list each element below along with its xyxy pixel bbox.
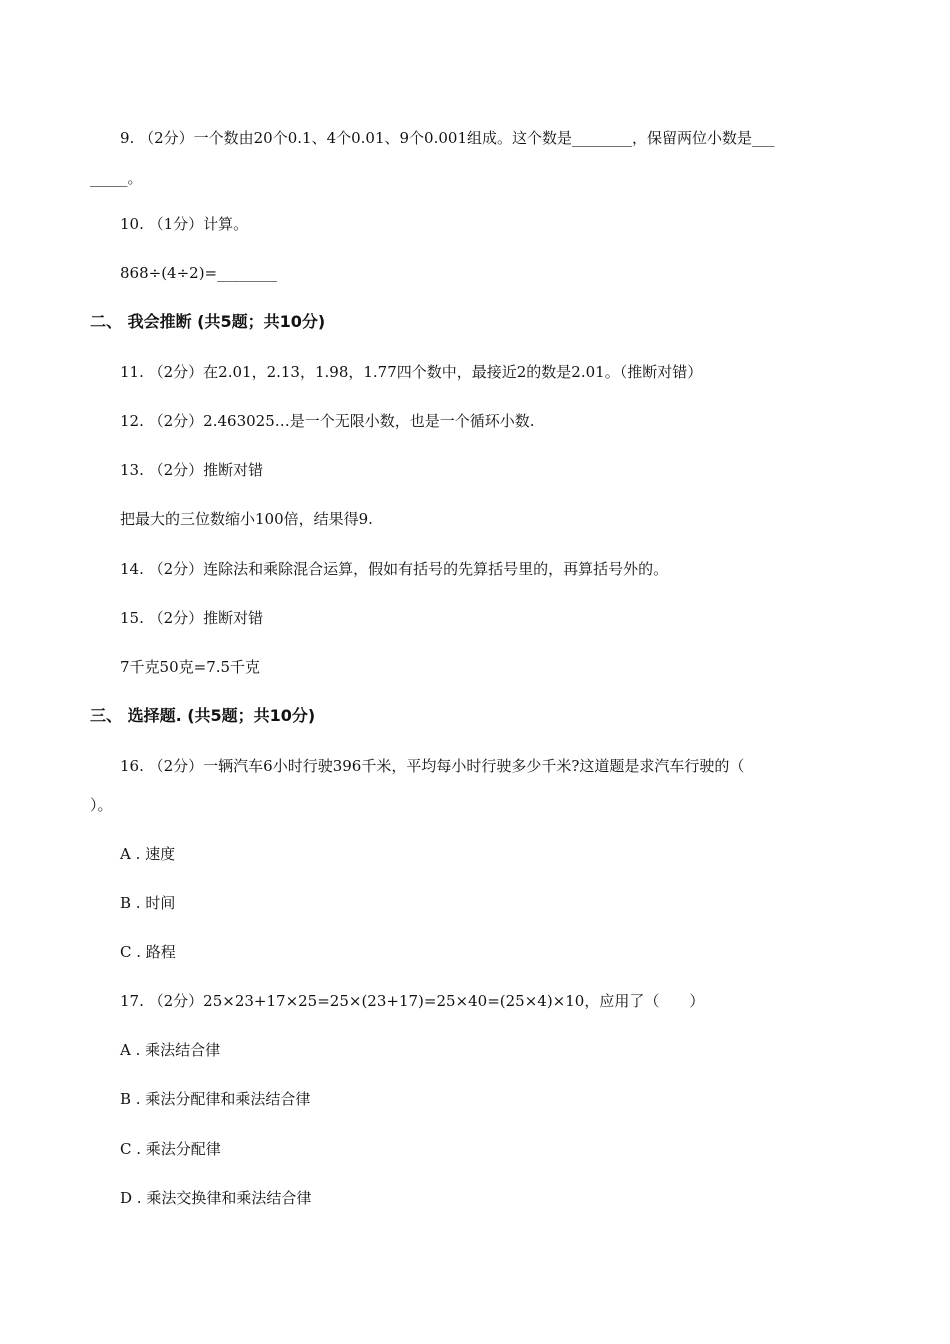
question-12: 12. （2分）2.463025…是一个无限小数，也是一个循环小数. [120,412,535,430]
question-10-expression: 868÷(4÷2)=________ [120,264,278,282]
question-14: 14. （2分）连除法和乘除混合运算，假如有括号的先算括号里的，再算括号外的。 [120,560,669,578]
question-13-statement: 把最大的三位数缩小100倍，结果得9. [120,510,373,528]
section-2-heading: 二、 我会推断 (共5题；共10分) [90,312,326,331]
question-15: 15. （2分）推断对错 [120,609,264,627]
question-16-line-2: ）。 [90,796,113,814]
question-16-option-c[interactable]: C . 路程 [120,943,176,961]
question-17-option-c[interactable]: C . 乘法分配律 [120,1140,221,1158]
question-16-option-a[interactable]: A . 速度 [120,845,176,863]
question-16-line-1: 16. （2分）一辆汽车6小时行驶396千米，平均每小时行驶多少千米?这道题是求汽车行驶的（ [120,757,745,775]
question-17: 17. （2分）25×23+17×25=25×(23+17)=25×40=(25×4)×10，应用了（ ） [120,992,705,1010]
question-10: 10. （1分）计算。 [120,215,249,233]
question-9-line-2: _____。 [90,169,143,187]
question-13: 13. （2分）推断对错 [120,461,264,479]
question-17-option-d[interactable]: D . 乘法交换律和乘法结合律 [120,1189,312,1207]
question-17-option-a[interactable]: A . 乘法结合律 [120,1041,221,1059]
question-9-line-1: 9. （2分）一个数由20个0.1、4个0.01、9个0.001组成。这个数是________，保留两位小数是___ [120,129,775,147]
question-11: 11. （2分）在2.01，2.13，1.98，1.77四个数中，最接近2的数是2.01。（推断对错） [120,363,703,381]
question-17-option-b[interactable]: B . 乘法分配律和乘法结合律 [120,1090,311,1108]
section-3-heading: 三、 选择题. (共5题；共10分) [90,706,316,725]
question-15-statement: 7千克50克=7.5千克 [120,658,261,676]
question-16-option-b[interactable]: B . 时间 [120,894,176,912]
